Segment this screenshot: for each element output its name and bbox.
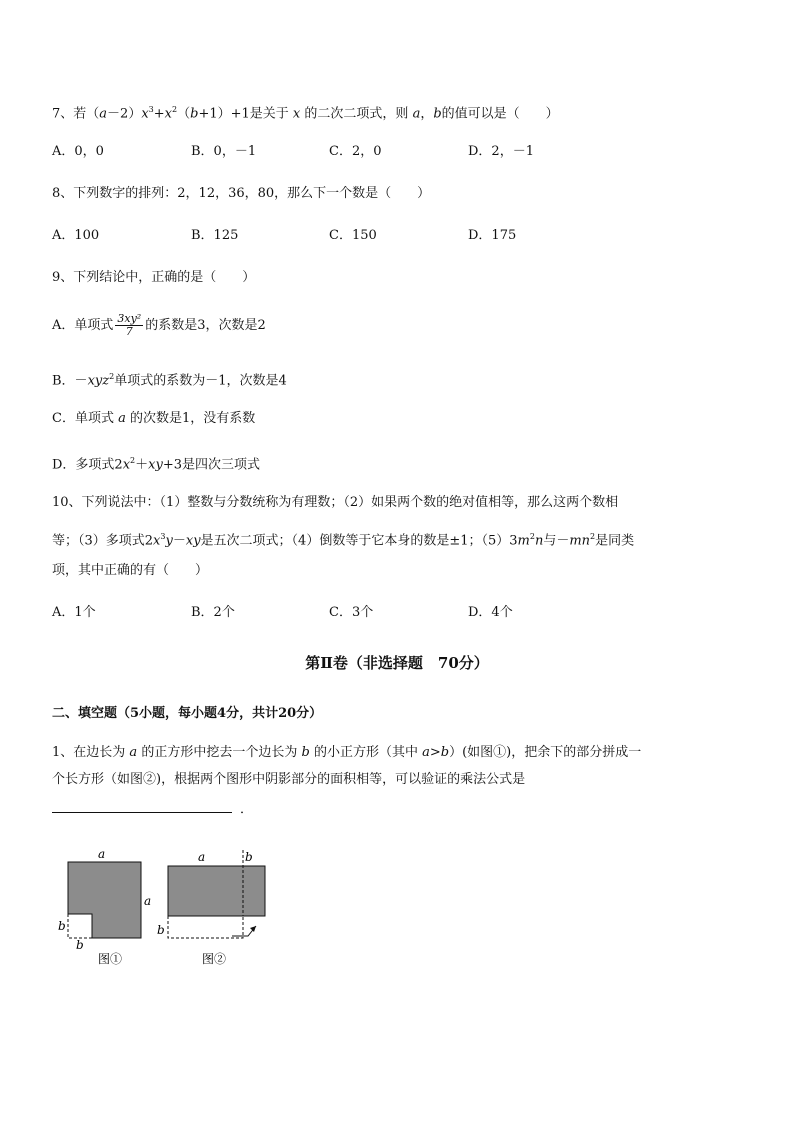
q9-text: 9、下列结论中，正确的是（ ）: [52, 270, 256, 285]
q8-option-b: B．125: [191, 228, 239, 243]
q7-text: 7、若$(a-2)x^3+x^2(b+1)+1$是关于 x 的二次二项式，则 a，b的值可以是（ ）: [52, 105, 559, 122]
q9-option-a: A．单项式 $\frac{\text{3xy²}}{7}$ 的系数是3，次数是2: [52, 312, 266, 338]
q9-option-b: B．－xyz$^2$单项式的系数为－1，次数是4: [52, 372, 287, 389]
fig2-moved-strip: [168, 916, 243, 938]
q8-option-a: A．100: [52, 228, 100, 243]
fig1-removed-square: [68, 914, 92, 938]
fig1-label-b-left: b: [58, 919, 66, 933]
q10-line-3: 项，其中正确的有（ ）: [52, 563, 209, 578]
fig1-shaded-region: [68, 862, 141, 938]
q10-line-2: 等；（3）多项式$2x^3y-xy$是五次二项式；（4）倒数等于它本身的数是±1；$(5)3m^2n$与$-mn^2$是同类: [52, 532, 635, 549]
q10-option-b: B．2个: [191, 605, 235, 620]
q10-option-c: C．3个: [329, 605, 374, 620]
fig2-shaded-rectangle: [168, 866, 265, 916]
arrowhead-icon: [250, 926, 256, 932]
q9-option-c: C．单项式 a 的次数是1，没有系数: [52, 411, 256, 426]
q8-option-d: D．175: [468, 228, 517, 243]
fig2-label-a-top: a: [198, 850, 206, 864]
part2-heading: 第Ⅱ卷（非选择题 70分）: [305, 654, 489, 672]
section-fill-in-heading: 二、填空题（5小题，每小题4分，共计20分）: [52, 706, 323, 721]
q9-option-d: D．多项式$2x^2+xy+3$是四次三项式: [52, 456, 261, 473]
fig1-label-b-bottom: b: [76, 938, 84, 952]
fig2-label-b-left: b: [157, 923, 165, 937]
q8-option-c: C．150: [329, 228, 377, 243]
fraction: $\frac{\text{3xy²}}{7}$: [117, 312, 142, 338]
q7-option-a: A．0，0: [52, 144, 104, 159]
q7-option-b: B．0，－1: [191, 144, 257, 159]
fill-q1-line-1: 1、在边长为 a 的正方形中挖去一个边长为 b 的小正方形（其中 a>b）(如图①)，把余下的部分拼成一: [52, 745, 642, 760]
fill-q1-line-2: 个长方形（如图②)，根据两个图形中阴影部分的面积相等，可以验证的乘法公式是: [52, 772, 526, 787]
fig1-caption: 图①: [98, 952, 123, 966]
q8-text: 8、下列数字的排列：2，12，36，80，那么下一个数是（ ）: [52, 186, 431, 201]
q10-line-1: 10、下列说法中：（1）整数与分数统称为有理数；（2）如果两个数的绝对值相等，那么这两个数相: [52, 495, 619, 510]
q7-option-c: C．2，0: [329, 144, 382, 159]
answer-blank[interactable]: [52, 800, 232, 813]
q10-option-a: A．1个: [52, 605, 96, 620]
fig2-label-b-top: b: [245, 850, 253, 864]
fig1-label-a-right: a: [144, 894, 152, 908]
q7-option-d: D．2，－1: [468, 144, 534, 159]
fig2-caption: 图②: [202, 952, 227, 966]
q10-option-d: D．4个: [468, 605, 513, 620]
period: ．: [240, 802, 254, 817]
square-figures: [52, 840, 282, 970]
fig1-label-a-top: a: [98, 847, 106, 861]
